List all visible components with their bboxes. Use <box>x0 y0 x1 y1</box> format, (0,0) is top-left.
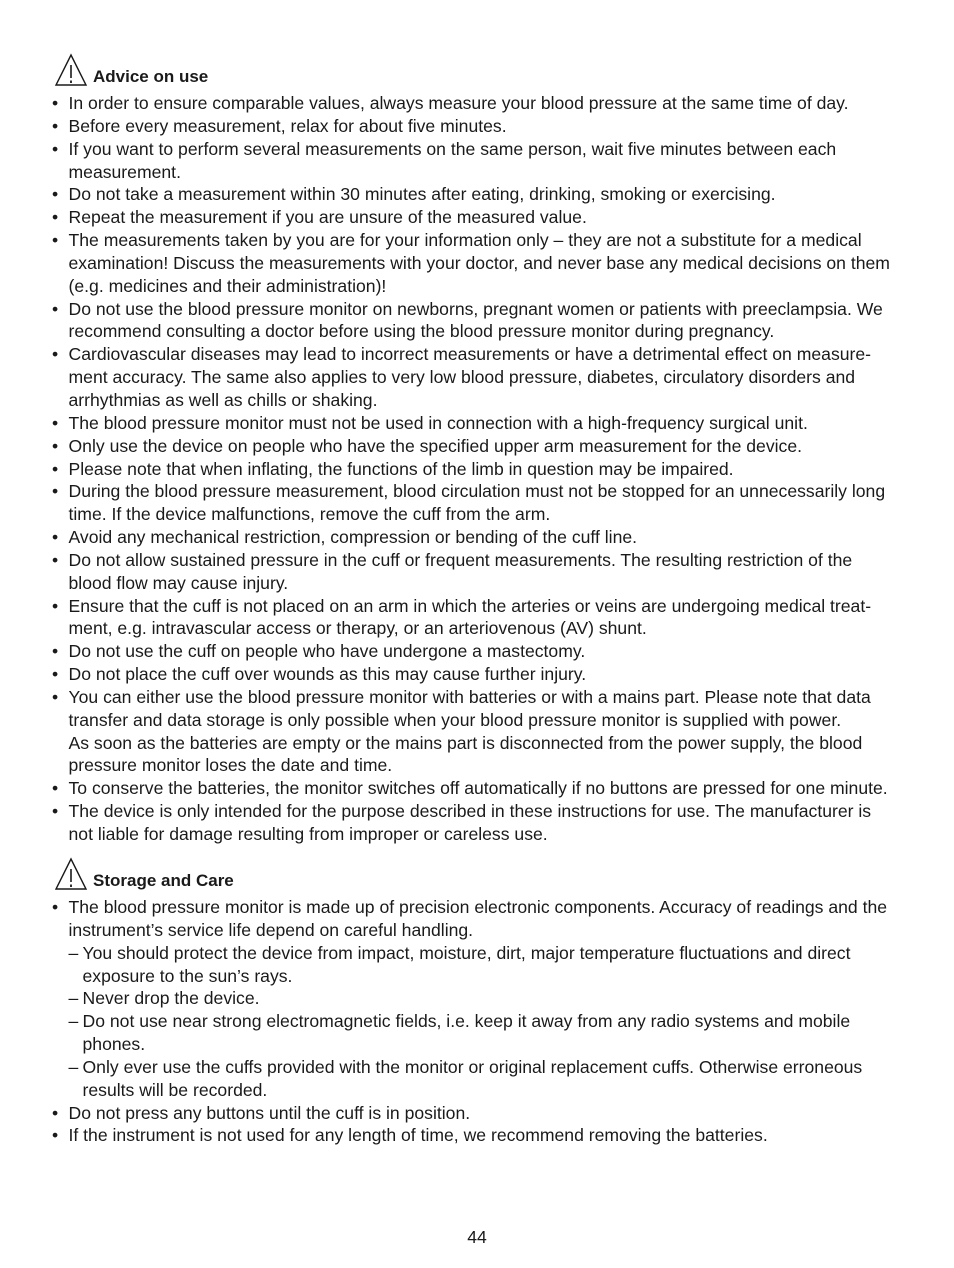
list-item <box>52 458 898 481</box>
bullet-glyph: • <box>52 595 59 616</box>
list-item-text: During the blood pressure measurement, blood circulation must not be stopped for an unnecessarily long time. If the device malfunctions, remove the cuff from the arm. <box>68 481 886 525</box>
list-item <box>52 686 898 777</box>
section-title: Storage and Care <box>93 871 234 890</box>
list-item-text: Before every measurement, relax for about five minutes. <box>68 115 507 136</box>
list-item-text: The blood pressure monitor must not be used in connection with a high-frequency surgical unit. <box>68 412 808 433</box>
bullet-glyph: • <box>52 527 59 548</box>
list-item-text: Ensure that the cuff is not placed on an arm in which the arteries or veins are undergoing medical treatment, e.g. intravascular access or therapy, or an arteriovenous (AV) shunt. <box>68 595 872 639</box>
list-item <box>52 298 898 344</box>
section-header-storage-and-care <box>54 857 234 891</box>
list-item-text: Do not allow sustained pressure in the cuff or frequent measurements. The resulting restriction of the blood flow may cause injury. <box>68 549 853 593</box>
sub-list-item-text: Only ever use the cuffs provided with the monitor or original replacement cuffs. Otherwise erroneous results will be recorded. <box>82 1056 863 1100</box>
storage-and-care-list <box>52 896 898 1147</box>
sub-list-item <box>69 942 899 988</box>
list-item-text: Cardiovascular diseases may lead to incorrect measurements or have a detrimental effect on measurement accuracy. The same also applies to very low blood pressure, diabetes, circulatory disorders and arrhythmias as well as chills or shaking. <box>68 344 872 410</box>
list-item <box>52 896 898 1102</box>
list-item-text: Do not use the cuff on people who have undergone a mastectomy. <box>68 641 586 662</box>
bullet-glyph: • <box>52 412 59 433</box>
bullet-glyph: • <box>52 138 59 159</box>
list-item <box>52 343 898 412</box>
bullet-glyph: • <box>52 207 59 228</box>
list-item <box>52 206 898 229</box>
list-item <box>52 777 898 800</box>
dash-glyph: – <box>68 1056 79 1077</box>
list-item-text: Do not press any buttons until the cuff is in position. <box>68 1102 471 1123</box>
list-item-text: The device is only intended for the purpose described in these instructions for use. The manufacturer is not liable for damage resulting from improper or careless use. <box>68 801 872 844</box>
dash-glyph: – <box>68 1011 79 1032</box>
warning-triangle-icon <box>54 53 88 87</box>
sub-list <box>69 942 899 1102</box>
sub-list-item-text: Never drop the device. <box>82 988 260 1009</box>
list-item <box>52 480 898 526</box>
list-item <box>52 183 898 206</box>
list-item <box>52 412 898 435</box>
list-item <box>52 800 898 846</box>
bullet-glyph: • <box>52 664 59 685</box>
list-item-text: The measurements taken by you are for your information only – they are not a substitute for a medical examination! Discuss the measurements with your doctor, and never base any medical decisions on them (e.g. medicines and their administration)! <box>68 230 890 296</box>
list-item-text: Repeat the measurement if you are unsure of the measured value. <box>68 207 587 228</box>
bullet-glyph: • <box>52 1125 59 1146</box>
list-item-text: To conserve the batteries, the monitor switches off automatically if no buttons are pressed for one minute. <box>68 778 888 799</box>
bullet-glyph: • <box>52 897 59 917</box>
sub-list-item-text: Do not use near strong electromagnetic fields, i.e. keep it away from any radio systems and mobile phones. <box>82 1011 851 1055</box>
list-item-text: If the instrument is not used for any length of time, we recommend removing the batteries. <box>68 1125 768 1146</box>
list-item <box>52 229 898 298</box>
list-item-continuation: As soon as the batteries are empty or the mains part is disconnected from the power supply, the blood pressure monitor loses the date and time. <box>68 732 863 776</box>
section-title: Advice on use <box>93 67 209 86</box>
warning-triangle-icon <box>54 857 88 891</box>
bullet-glyph: • <box>52 435 59 456</box>
list-item-text: The blood pressure monitor is made up of precision electronic components. Accuracy of readings and the instrument’s service life depend on careful handling. <box>68 897 888 940</box>
sub-list-item-text: You should protect the device from impact, moisture, dirt, major temperature fluctuations and direct exposure to the sun’s rays. <box>82 942 851 986</box>
list-item <box>52 1124 898 1147</box>
list-item-text: Please note that when inflating, the functions of the limb in question may be impaired. <box>68 458 734 479</box>
sub-list-item <box>69 1056 899 1102</box>
list-item-text: You can either use the blood pressure monitor with batteries or with a mains part. Please note that data transfer and data storage is only possible when your blood pressure monitor is supplied with power. <box>68 686 871 730</box>
dash-glyph: – <box>68 988 79 1009</box>
list-item <box>52 526 898 549</box>
list-item <box>52 138 898 184</box>
bullet-glyph: • <box>52 458 59 479</box>
bullet-glyph: • <box>52 344 59 365</box>
list-item <box>52 640 898 663</box>
bullet-glyph: • <box>52 686 59 707</box>
section-header-advice-on-use <box>54 53 208 87</box>
list-item-text: Only use the device on people who have the specified upper arm measurement for the device. <box>68 435 802 456</box>
list-item-text: Do not place the cuff over wounds as this may cause further injury. <box>68 664 587 685</box>
list-item <box>52 549 898 595</box>
bullet-glyph: • <box>52 115 59 136</box>
bullet-glyph: • <box>52 230 59 251</box>
advice-on-use-list <box>52 92 898 846</box>
list-item <box>52 92 898 115</box>
bullet-glyph: • <box>52 93 59 113</box>
list-item-text: If you want to perform several measurements on the same person, wait five minutes between each measurement. <box>68 138 837 182</box>
page-number: 44 <box>467 1227 487 1247</box>
bullet-glyph: • <box>52 481 59 502</box>
bullet-glyph: • <box>52 801 59 822</box>
list-item-text: In order to ensure comparable values, always measure your blood pressure at the same time of day. <box>68 93 849 113</box>
list-item <box>52 435 898 458</box>
bullet-glyph: • <box>52 1102 59 1123</box>
list-item <box>52 663 898 686</box>
bullet-glyph: • <box>52 298 59 319</box>
list-item-text: Avoid any mechanical restriction, compression or bending of the cuff line. <box>68 527 638 548</box>
list-item-text: Do not take a measurement within 30 minutes after eating, drinking, smoking or exercising. <box>68 184 776 205</box>
list-item <box>52 115 898 138</box>
bullet-glyph: • <box>52 778 59 799</box>
dash-glyph: – <box>68 942 79 963</box>
bullet-glyph: • <box>52 641 59 662</box>
list-item-text: Do not use the blood pressure monitor on newborns, pregnant women or patients with preeclampsia. We recommend consulting a doctor before using the blood pressure monitor during pregnancy. <box>68 298 883 342</box>
list-item <box>52 595 898 641</box>
bullet-glyph: • <box>52 549 59 570</box>
list-item <box>52 1102 898 1125</box>
bullet-glyph: • <box>52 184 59 205</box>
sub-list-item <box>69 987 899 1010</box>
sub-list-item <box>69 1010 899 1056</box>
